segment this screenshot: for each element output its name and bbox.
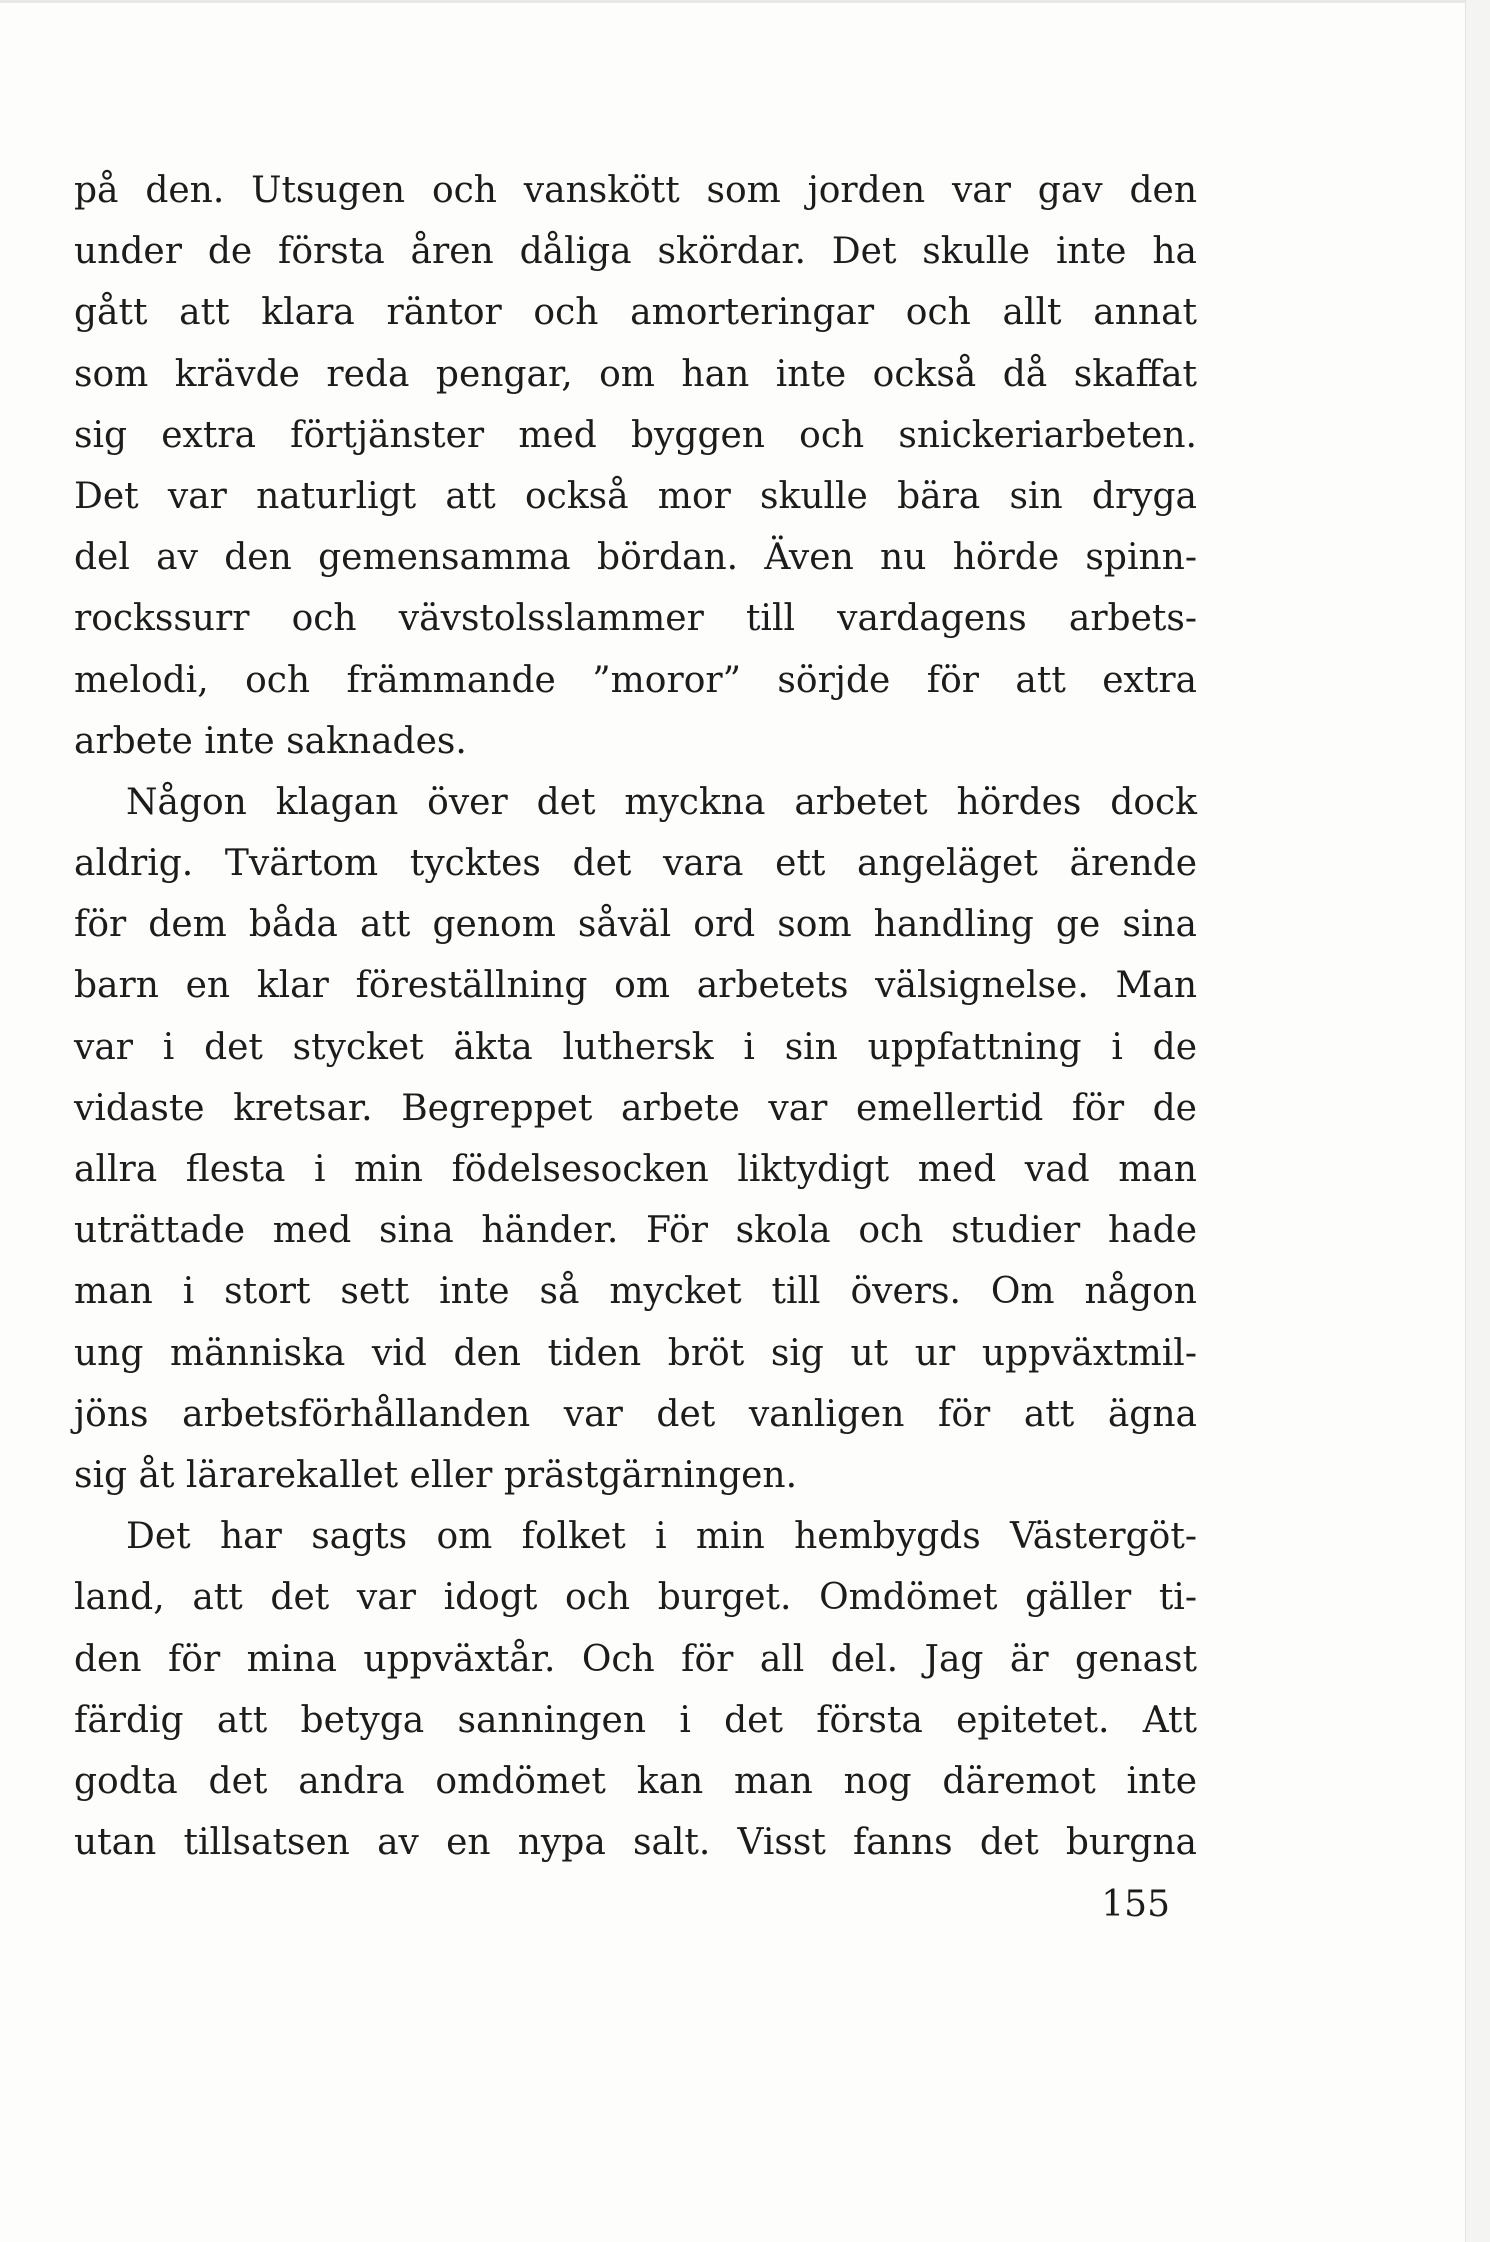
text-line: rockssurr och vävstolsslammer till vardagens arbets- [74, 598, 1197, 640]
text-line: gått att klara räntor och amorteringar och allt annat [74, 292, 1197, 334]
page-top-edge [0, 0, 1466, 3]
text-line: sig extra förtjänster med byggen och snickeriarbeten. [74, 414, 1197, 456]
text-line: som krävde reda pengar, om han inte också då skaffat [74, 353, 1197, 395]
text-line: allra flesta i min födelsesocken liktydigt med vad man [74, 1149, 1197, 1190]
paragraph-first-line: Det har sagts om folket i min hembygds Västergöt- [126, 1516, 1197, 1558]
text-line: aldrig. Tvärtom tycktes det vara ett angeläget ärende [74, 843, 1197, 885]
text-line: melodi, och främmande ”moror” sörjde för att extra [74, 659, 1197, 701]
page-right-edge [1465, 0, 1490, 2242]
text-line: utan tillsatsen av en nypa salt. Visst fanns det burgna [74, 1822, 1197, 1864]
page-number: 155 [1101, 1884, 1170, 1925]
text-line: på den. Utsugen och vanskött som jorden var gav den [74, 170, 1197, 211]
text-line: man i stort sett inte så mycket till övers. Om någon [74, 1271, 1197, 1313]
text-line: godta det andra omdömet kan man nog däremot inte [74, 1760, 1197, 1802]
paragraph-first-line: Någon klagan över det myckna arbetet hördes dock [126, 781, 1197, 823]
text-line: uträttade med sina händer. För skola och studier hade [74, 1210, 1197, 1252]
text-line: färdig att betyga sanningen i det första epitetet. Att [74, 1699, 1197, 1741]
text-line: ung människa vid den tiden bröt sig ut ur uppväxtmil- [74, 1332, 1197, 1374]
text-line: del av den gemensamma bördan. Även nu hörde spinn- [74, 537, 1197, 579]
text-line: den för mina uppväxtår. Och för all del. Jag är genast [74, 1638, 1197, 1680]
body-text [74, 160, 1197, 1873]
text-line: under de första åren dåliga skördar. Det skulle inte ha [74, 231, 1197, 273]
text-line: arbete inte saknades. [74, 720, 467, 762]
text-line: sig åt lärarekallet eller prästgärningen. [74, 1454, 798, 1496]
text-line: land, att det var idogt och burget. Omdömet gäller ti- [74, 1577, 1197, 1619]
text-line: barn en klar föreställning om arbetets välsignelse. Man [74, 965, 1197, 1007]
text-line: för dem båda att genom såväl ord som handling ge sina [74, 904, 1197, 946]
text-line: jöns arbetsförhållanden var det vanligen för att ägna [74, 1393, 1197, 1435]
text-line: vidaste kretsar. Begreppet arbete var emellertid för de [74, 1087, 1197, 1129]
text-line: var i det stycket äkta luthersk i sin uppfattning i de [74, 1026, 1197, 1068]
text-line: Det var naturligt att också mor skulle bära sin dryga [74, 475, 1197, 517]
